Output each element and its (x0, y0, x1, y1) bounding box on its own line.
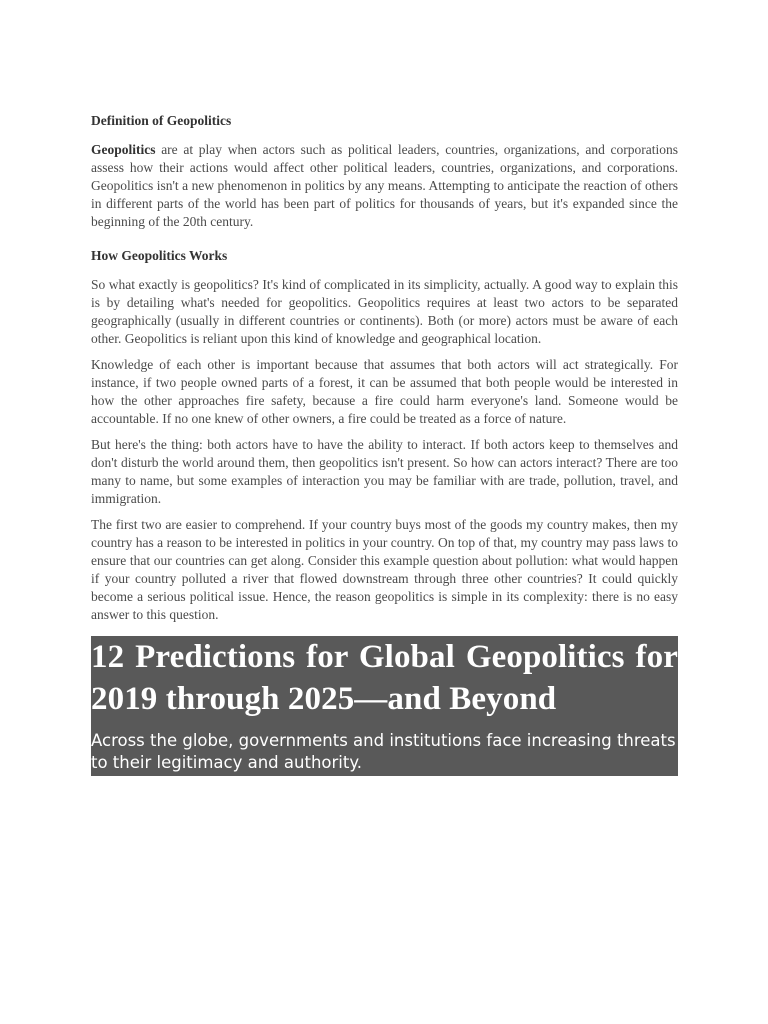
banner-title: 12 Predictions for Global Geopolitics for 2019 through 2025—and Beyond (91, 639, 678, 717)
lead-term: Geopolitics (91, 142, 156, 157)
document-page (91, 112, 678, 776)
body-paragraph-4: The first two are easier to comprehend. If your country buys most of the goods my country makes, then my country has a reason to be interested in politics in your country. On top of that, my country may pass laws to ensure that our countries can get along. Consider this example question about pollution: what would happen if your country polluted a river that flowed downstream through three other countries? It could quickly become a serious political issue. Hence, the reason geopolitics is simple in its complexity: there is no easy answer to this question. (91, 517, 678, 622)
section-heading-how-it-works: How Geopolitics Works (91, 248, 228, 263)
definition-text: are at play when actors such as political leaders, countries, organizations, and corporations assess how their actions would affect other political leaders, countries, organizations, and corporations. Geopolitics isn't a new phenomenon in politics by any means. Attempting to anticipate the reaction of others in different parts of the world has been part of politics for thousands of years, but it's expanded since the beginning of the 20th century. (91, 142, 678, 229)
body-paragraph-3: But here's the thing: both actors have to have the ability to interact. If both actors keep to themselves and don't disturb the world around them, then geopolitics isn't present. So how can actors interact? There are too many to name, but some examples of interaction you may be familiar with are trade, pollution, travel, and immigration. (91, 437, 678, 506)
predictions-banner (91, 636, 678, 776)
definition-paragraph (91, 141, 678, 231)
banner-subtitle: Across the globe, governments and institutions face increasing threats to their legitimacy and authority. (91, 731, 676, 772)
body-paragraph-2: Knowledge of each other is important because that assumes that both actors will act strategically. For instance, if two people owned parts of a forest, it can be assumed that both people would be interested in how the other approaches fire safety, because a fire could harm everyone's land. Someone would be accountable. If no one knew of other owners, a fire could be treated as a force of nature. (91, 357, 678, 426)
section-heading-definition: Definition of Geopolitics (91, 113, 232, 128)
body-paragraph-1: So what exactly is geopolitics? It's kind of complicated in its simplicity, actually. A good way to explain this is by detailing what's needed for geopolitics. Geopolitics requires at least two actors to be separated geographically (usually in different countries or continents). Both (or more) actors must be aware of each other. Geopolitics is reliant upon this kind of knowledge and geographical location. (91, 277, 678, 346)
